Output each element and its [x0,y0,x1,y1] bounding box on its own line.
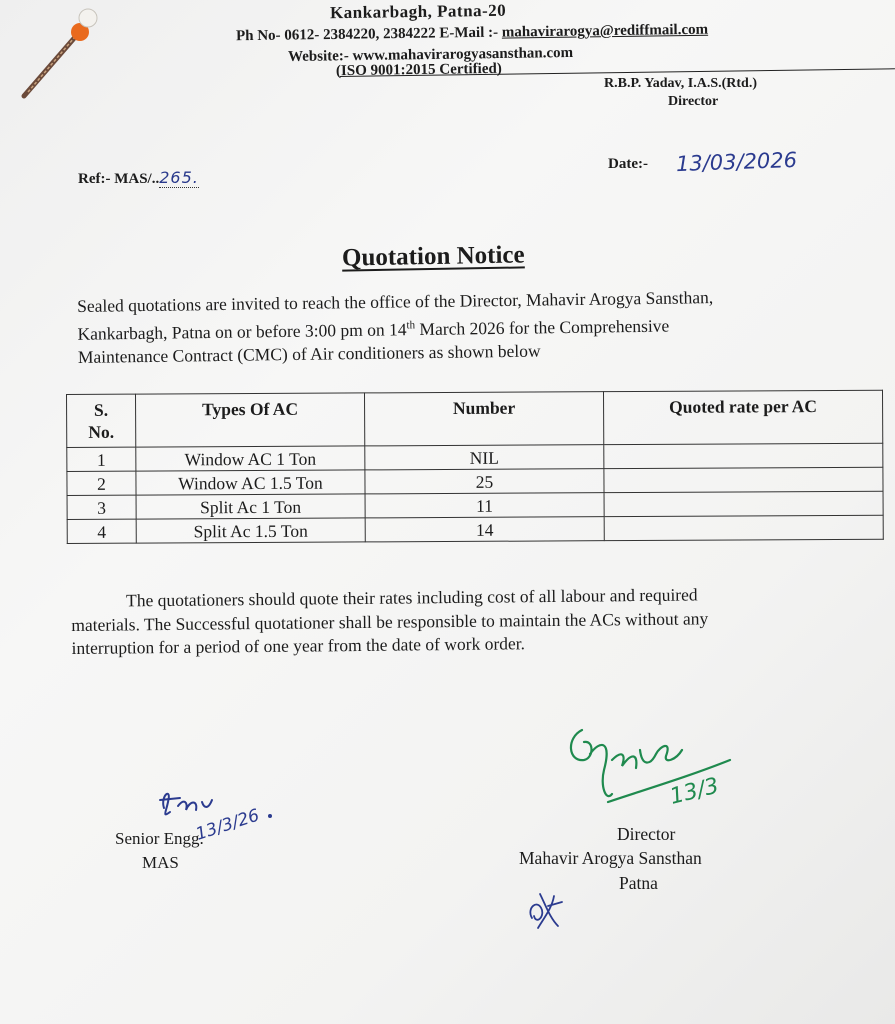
cell-number: NIL [365,445,604,470]
letterhead-certification: (ISO 9001:2015 Certified) [335,60,502,80]
terms-line: The quotationers should quote their rates including cost of all labour and required [126,584,698,611]
letterhead-email: mahavirarogya@rediffmail.com [501,21,709,41]
letterhead-address: Kankarbagh, Patna-20 [329,0,507,23]
cell-number: 11 [365,493,604,518]
director-signature-title: Director [617,824,676,844]
intro-line: Sealed quotations are invited to reach the office of the Director, Mahavir Arogya Sansthan, [77,287,714,316]
date-label: Date:- [608,156,648,172]
header-serial-number [67,394,136,447]
terms-line: materials. The Successful quotationer shall be responsible to maintain the ACs without any [71,607,709,635]
letterhead-website: Website:- www.mahavirarogyasansthan.com [287,45,574,65]
director-sign-date: 13/3 [667,773,722,810]
cell-number: 14 [365,517,604,542]
ac-quotation-table [66,390,884,544]
cell-ac-type: Window AC 1 Ton [136,446,365,471]
header-number: Number [364,392,603,446]
initials-mark [522,888,572,932]
director-signature-city: Patna [619,873,658,893]
senior-engineer-org: MAS [142,853,179,872]
cell-quoted-rate [604,515,883,540]
intro-line-text: Kankarbagh, Patna on or before 3:00 pm on 14 [77,318,407,344]
director-title: Director [668,94,719,109]
header-text: S. [93,399,109,420]
table-row [67,515,883,543]
cell-ac-type: Split Ac 1.5 Ton [136,518,365,543]
header-text: No. [88,421,115,442]
terms-paragraph [71,582,862,661]
cell-number: 25 [365,469,604,494]
header-quoted-rate: Quoted rate per AC [603,390,882,444]
intro-line: Maintenance Contract (CMC) of Air conditioners as shown below [77,340,541,367]
letterhead-phone: Ph No- 0612- 2384220, 2384222 E-Mail :- [235,24,502,45]
ordinal-suffix: th [406,318,416,331]
header-ac-type: Types Of AC [136,393,365,447]
cell-ac-type: Split Ac 1 Ton [136,494,365,519]
senior-engineer-sign-date: 13/3/26 [193,805,262,845]
reference-label: Ref:- MAS/.. [78,171,160,187]
reference-value: 265. [159,168,199,187]
push-pin-icon [14,4,104,104]
director-signature [560,710,750,820]
table-header-row [67,390,883,447]
terms-line: interruption for a period of one year from the date of work order. [71,633,526,658]
cell-quoted-rate [604,491,883,516]
intro-line-text: March 2026 for the Comprehensive [414,315,670,339]
director-name: R.B.P. Yadav, I.A.S.(Rtd.) [604,76,757,91]
cell-ac-type: Window AC 1.5 Ton [136,470,365,495]
intro-paragraph [77,284,858,369]
page-title: Quotation Notice [341,241,525,272]
cell-quoted-rate [604,467,883,492]
cell-serial: 1 [67,447,136,471]
letterhead-contact [236,22,708,46]
senior-engineer-title: Senior Engg. [115,829,204,848]
reference-number [78,168,199,188]
cell-quoted-rate [604,443,883,468]
cell-serial: 2 [67,471,136,495]
cell-serial: 4 [67,519,136,543]
director-signature-org: Mahavir Arogya Sansthan [519,848,702,868]
date-value: 13/03/2026 [675,147,798,177]
cell-serial: 3 [67,495,136,519]
